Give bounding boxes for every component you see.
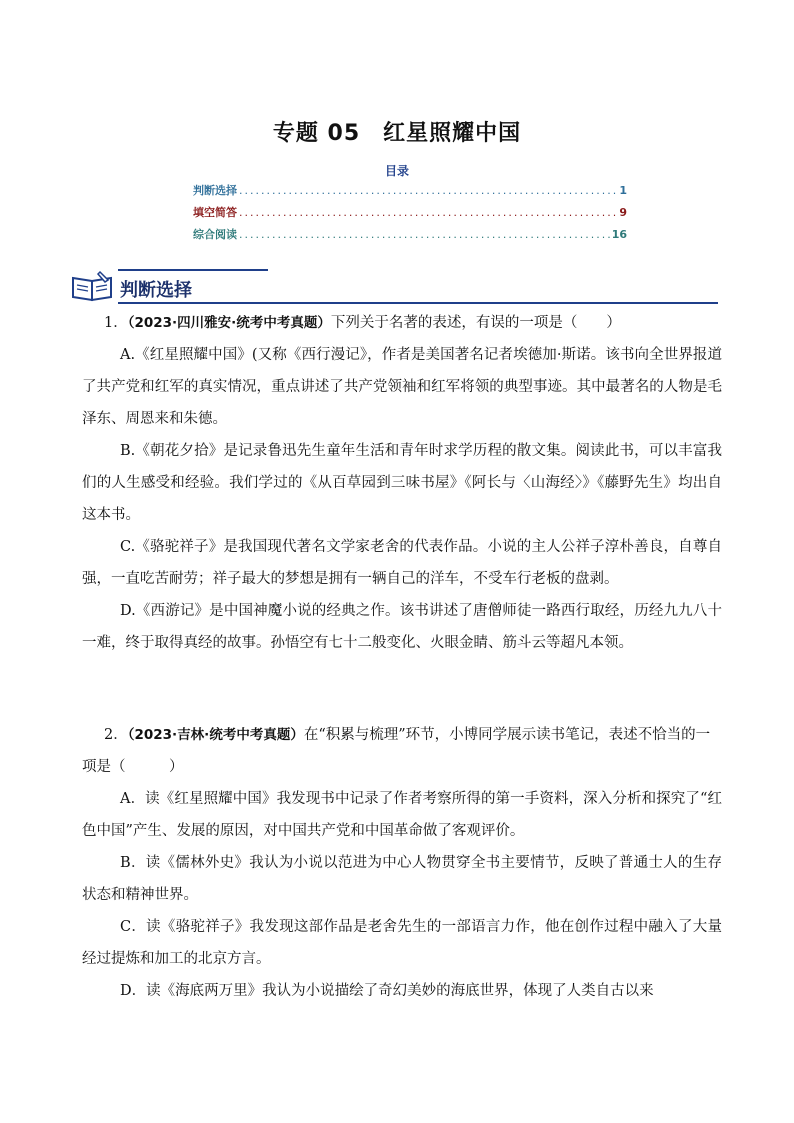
question-source: （2023·吉林·统考中考真题） [127,727,304,743]
option-d[interactable]: D．读《海底两万里》我认为小说描绘了奇幻美妙的海底世界，体现了人类自古以来 [120,983,654,999]
question-2 [82,719,722,1007]
question-source: （2023·四川雅安·统考中考真题） [127,315,331,331]
toc-leader-dots [239,184,617,197]
divider [118,269,268,271]
option-a[interactable]: A.《红星照耀中国》(又称《西行漫记》，作者是美国著名记者埃德加·斯诺。该书向全世界报道了共产党和红军的真实情况，重点讲述了共产党领袖和红军将领的典型事迹。其中最著名的人物是毛泽东、周恩来和朱德。 [82,347,722,427]
question-text: 在“积累与梳理”环节，小博同学展示读书笔记，表述不恰当的一项是（ ） [82,727,711,775]
toc-item-page: 1 [619,184,627,197]
toc-item-page: 9 [619,206,627,219]
toc-leader-dots [239,228,610,241]
toc-heading: 目录 [384,164,409,178]
table-of-contents [193,182,627,248]
toc-item-page: 16 [611,228,627,241]
option-b[interactable]: B．读《儒林外史》我认为小说以范进为中心人物贯穿全书主要情节，反映了普通士人的生存状态和精神世界。 [82,855,722,903]
question-number: 2． [104,727,128,743]
option-c[interactable]: C.《骆驼祥子》是我国现代著名文学家老舍的代表作品。小说的主人公祥子淳朴善良，自尊自强，一直吃苦耐劳；祥子最大的梦想是拥有一辆自己的洋车，不受车行老板的盘剥。 [82,539,722,587]
toc-item[interactable] [193,182,627,204]
toc-item-label: 综合阅读 [193,228,237,241]
divider [118,302,718,304]
question-text: 下列关于名著的表述，有误的一项是（ ） [330,315,621,331]
toc-item-label: 填空简答 [193,206,237,219]
question-stem [82,307,722,339]
option-d[interactable]: D.《西游记》是中国神魔小说的经典之作。该书讲述了唐僧师徒一路西行取经，历经九九八十一难，终于取得真经的故事。孙悟空有七十二般变化、火眼金睛、筋斗云等超凡本领。 [82,603,722,651]
option-c[interactable]: C．读《骆驼祥子》我发现这部作品是老舍先生的一部语言力作，他在创作过程中融入了大量经过提炼和加工的北京方言。 [82,919,722,967]
page-title: 专题 05 红星照耀中国 [272,121,522,146]
option-a[interactable]: A．读《红星照耀中国》我发现书中记录了作者考察所得的第一手资料，深入分析和探究了“红色中国”产生、发展的原因，对中国共产党和中国革命做了客观评价。 [82,791,722,839]
section-header [70,266,720,306]
toc-leader-dots [239,206,617,219]
question-number: 1． [104,315,128,331]
question-1 [82,307,722,659]
option-b[interactable]: B.《朝花夕拾》是记录鲁迅先生童年生活和青年时求学历程的散文集。阅读此书，可以丰富我们的人生感受和经验。我们学过的《从百草园到三味书屋》《阿长与〈山海经〉》《藤野先生》均出自这本书。 [82,443,722,523]
question-stem [82,719,722,783]
toc-item[interactable] [193,204,627,226]
toc-item-label: 判断选择 [193,184,237,197]
toc-item[interactable] [193,226,627,248]
book-icon [70,270,116,302]
section-title: 判断选择 [120,280,192,301]
